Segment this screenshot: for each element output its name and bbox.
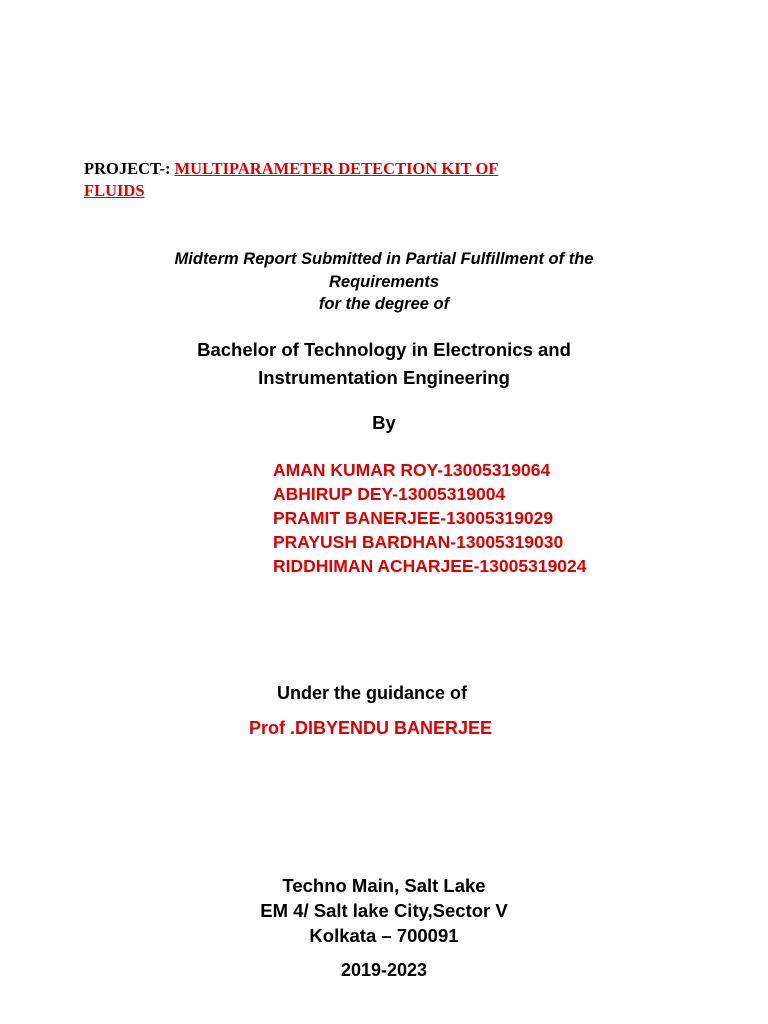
report-line2: Requirements: [328, 272, 440, 291]
academic-year: 2019-2023: [340, 960, 428, 980]
guide-name: Prof .DIBYENDU BANERJEE: [249, 718, 493, 738]
project-title-line2: FLUIDS: [84, 181, 145, 200]
project-prefix: PROJECT-:: [84, 159, 175, 178]
student-list: [273, 458, 587, 578]
degree-line1: Bachelor of Technology in Electronics and: [197, 339, 571, 360]
report-statement: [0, 248, 768, 316]
by-label: By: [372, 412, 396, 433]
address-line1: Techno Main, Salt Lake: [282, 875, 486, 896]
degree-line2: Instrumentation Engineering: [258, 367, 510, 388]
student-item: PRAYUSH BARDHAN-13005319030: [273, 532, 564, 552]
address-line2: EM 4/ Salt lake City,Sector V: [260, 900, 508, 921]
report-line1: Midterm Report Submitted in Partial Fulfillment of the: [174, 250, 594, 268]
student-item: AMAN KUMAR ROY-13005319064: [273, 460, 551, 480]
degree-title: [0, 336, 768, 392]
project-heading: [84, 158, 498, 202]
guidance-label: Under the guidance of: [277, 683, 468, 703]
student-item: PRAMIT BANERJEE-13005319029: [273, 508, 554, 528]
project-title-line1: MULTIPARAMETER DETECTION KIT OF: [174, 159, 499, 178]
student-item: RIDDHIMAN ACHARJEE-13005319024: [273, 556, 587, 576]
report-line3: for the degree of: [318, 295, 450, 313]
institution-address: [0, 873, 768, 948]
address-line3: Kolkata – 700091: [309, 925, 459, 946]
student-item: ABHIRUP DEY-13005319004: [273, 484, 506, 504]
